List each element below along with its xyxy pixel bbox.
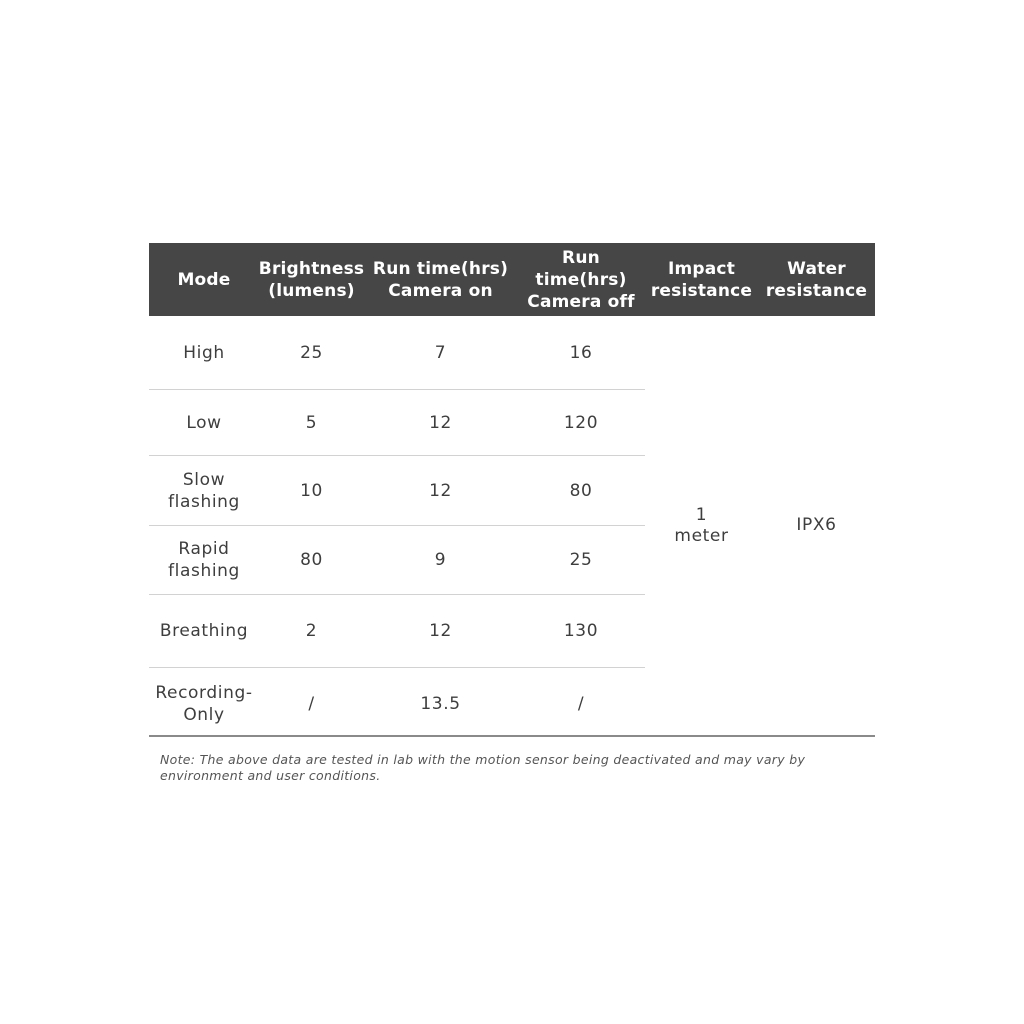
cell-camera-off: 130 bbox=[563, 621, 599, 641]
table-rows bbox=[149, 316, 645, 740]
cell-camera-on: 12 bbox=[429, 412, 452, 433]
cell-camera-off: 80 bbox=[569, 480, 593, 501]
table-row bbox=[149, 668, 645, 740]
cell-mode: Breathing bbox=[159, 621, 249, 641]
cell-camera-off: 16 bbox=[569, 342, 593, 363]
cell-camera-on: 7 bbox=[434, 342, 447, 363]
cell-brightness: 10 bbox=[300, 480, 323, 501]
header-mode: Mode bbox=[177, 269, 231, 290]
table-row bbox=[149, 595, 645, 668]
table-body bbox=[149, 316, 875, 737]
cell-camera-on: 9 bbox=[434, 550, 447, 570]
header-brightness: Brightness (lumens) bbox=[258, 258, 365, 301]
cell-water-resistance: IPX6 bbox=[796, 515, 837, 535]
table-header bbox=[149, 243, 875, 316]
header-water-resistance: Water resistance bbox=[765, 258, 868, 301]
cell-mode: Rapid flashing bbox=[168, 539, 240, 581]
cell-mode: High bbox=[183, 342, 225, 363]
cell-camera-off: 25 bbox=[569, 550, 593, 570]
table-row bbox=[149, 390, 645, 456]
header-impact-resistance: Impact resistance bbox=[650, 258, 753, 301]
cell-brightness: 5 bbox=[305, 412, 318, 433]
cell-mode: Slow flashing bbox=[168, 469, 240, 512]
cell-brightness: 80 bbox=[300, 550, 323, 570]
header-run-time-camera-on: Run time(hrs) Camera on bbox=[372, 258, 509, 301]
cell-brightness: 25 bbox=[300, 342, 323, 363]
table-row bbox=[149, 316, 645, 390]
header-run-time-camera-off: Run time(hrs) Camera off bbox=[527, 247, 635, 312]
footnote: Note: The above data are tested in lab with the motion sensor being deactivated and may vary by environment and user conditions. bbox=[160, 752, 806, 783]
cell-brightness: / bbox=[308, 694, 315, 714]
cell-impact-resistance: 1 meter bbox=[674, 504, 729, 546]
cell-mode: Low bbox=[186, 412, 222, 433]
table-row bbox=[149, 526, 645, 595]
cell-camera-on: 12 bbox=[429, 480, 452, 501]
cell-camera-off: / bbox=[577, 694, 585, 714]
spec-table bbox=[149, 243, 875, 737]
cell-camera-off: 120 bbox=[563, 412, 599, 433]
cell-mode: Recording- Only bbox=[155, 683, 253, 725]
table-row bbox=[149, 456, 645, 526]
cell-brightness: 2 bbox=[305, 621, 318, 641]
cell-camera-on: 13.5 bbox=[420, 694, 461, 714]
cell-camera-on: 12 bbox=[429, 621, 452, 641]
